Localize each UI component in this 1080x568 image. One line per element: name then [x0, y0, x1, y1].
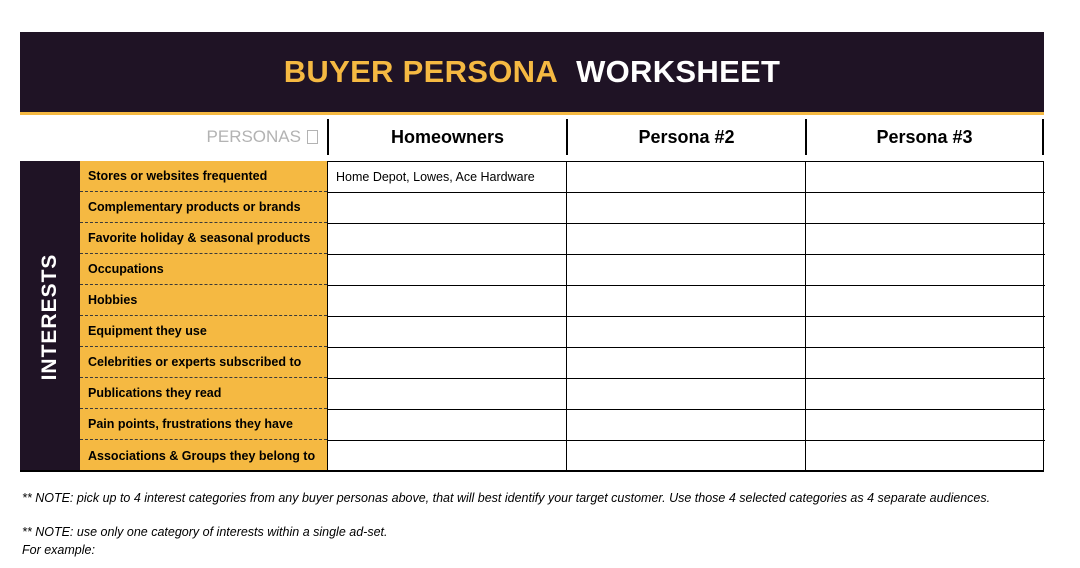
row-labels-column [80, 161, 327, 472]
grid-cell[interactable]: Home Depot, Lowes, Ace Hardware [328, 162, 567, 193]
row-label: Equipment they use [80, 316, 327, 347]
row-label: Celebrities or experts subscribed to [80, 347, 327, 378]
row-label: Pain points, frustrations they have [80, 409, 327, 440]
personas-label-text: PERSONAS [206, 127, 301, 146]
persona-grid [327, 161, 1044, 472]
grid-cell[interactable] [328, 286, 567, 317]
grid-cell[interactable] [806, 379, 1045, 410]
placeholder-box-icon [307, 130, 318, 144]
grid-cell[interactable] [328, 193, 567, 224]
row-label: Occupations [80, 254, 327, 285]
row-label: Complementary products or brands [80, 192, 327, 223]
banner-title-main: WORKSHEET [576, 54, 781, 89]
grid-cell[interactable] [567, 348, 806, 379]
row-label: Associations & Groups they belong to [88, 448, 316, 463]
grid-cell[interactable] [328, 224, 567, 255]
column-header-persona-3: Persona #3 [805, 119, 1042, 155]
grid-cell[interactable] [328, 255, 567, 286]
grid-cell[interactable] [567, 193, 806, 224]
note-for-example: For example: [22, 543, 95, 557]
interests-section-label: INTERESTS [38, 253, 61, 380]
row-label: Stores or websites frequented [80, 161, 327, 192]
personas-label [80, 119, 326, 155]
grid-cell[interactable] [567, 162, 806, 193]
note-interest-categories: ** NOTE: pick up to 4 interest categories from any buyer personas above, that will best identify your target customer. Use those 4 selected categories as 4 separate audiences. [22, 491, 991, 505]
grid-cell[interactable] [328, 317, 567, 348]
grid-cell[interactable] [328, 410, 567, 441]
interests-section-bar [20, 161, 80, 472]
grid-cell[interactable] [567, 224, 806, 255]
grid-cell[interactable] [806, 348, 1045, 379]
grid-cell[interactable] [567, 441, 806, 472]
note-single-category: ** NOTE: use only one category of interests within a single ad-set. [22, 525, 388, 539]
row-label: Favorite holiday & seasonal products [80, 223, 327, 254]
grid-cell[interactable] [567, 410, 806, 441]
grid-cell[interactable] [328, 441, 567, 472]
grid-cell[interactable] [567, 317, 806, 348]
table-bottom-rule [20, 470, 1044, 472]
grid-cell[interactable] [806, 255, 1045, 286]
grid-cell[interactable] [328, 379, 567, 410]
header-divider [1042, 119, 1044, 155]
grid-cell[interactable] [567, 379, 806, 410]
column-header-persona-1: Homeowners [327, 119, 566, 155]
grid-cell[interactable] [806, 441, 1045, 472]
grid-cell[interactable] [567, 286, 806, 317]
banner-title-accent: BUYER PERSONA [283, 54, 559, 89]
grid-cell[interactable] [806, 410, 1045, 441]
row-label: Publications they read [80, 378, 327, 409]
worksheet-banner [20, 32, 1044, 115]
grid-cell[interactable] [567, 255, 806, 286]
grid-cell[interactable] [806, 193, 1045, 224]
grid-cell[interactable] [806, 317, 1045, 348]
grid-cell[interactable] [806, 162, 1045, 193]
grid-cell[interactable] [806, 286, 1045, 317]
grid-cell[interactable] [806, 224, 1045, 255]
grid-cell[interactable] [328, 348, 567, 379]
column-header-persona-2: Persona #2 [566, 119, 805, 155]
row-label: Hobbies [80, 285, 327, 316]
